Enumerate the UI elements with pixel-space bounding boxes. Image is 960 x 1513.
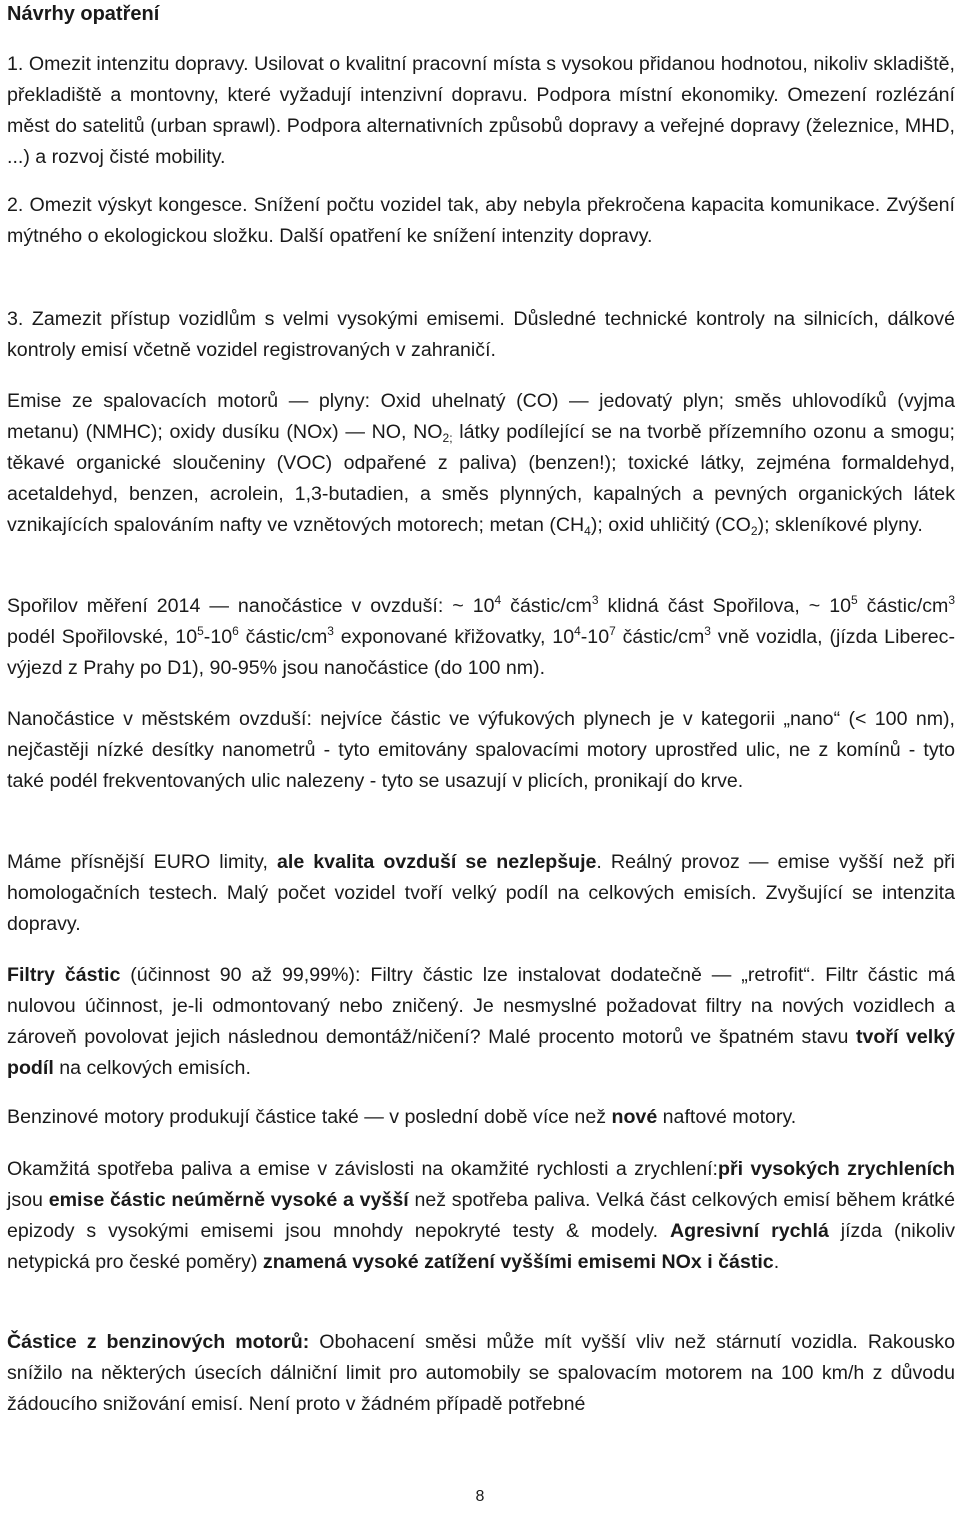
text-run: Spořilov měření 2014 — nanočástice v ovzduší: ~ 10 [7,595,495,617]
text-run: . Reálný provoz — emise vyšší než při homologačních testech. Malý počet vozidel tvoří velký podíl na celkových emisích. Zvyšující se intenzita dopravy. [7,851,955,935]
paragraph-text [7,591,955,684]
bold-run: emise částic neúměrně vysoké a vyšší [48,1189,409,1211]
bold-run: Částice z benzinových motorů: [7,1331,310,1353]
paragraph-text [7,386,955,541]
text-run: (účinnost 90 až 99,99%): Filtry částic lze instalovat dodatečně — „retrofit“. Filtr částic má nulovou účinnost, je-li odmontovaný nebo zničený. Je nesmyslné požadovat filtry na nových vozidlech a zároveň povolovat jejich následnou demontáž/ničení? Malé procento motorů ve špatném stavu [7,964,955,1048]
superscript: 6 [232,624,239,638]
bold-run: tvoří velký podíl [7,1026,955,1079]
text-run: částic/cm [238,626,328,648]
text-run: Obohacení směsi může mít vyšší vliv než stárnutí vozidla. Rakousko snížilo na některých úsecích dálniční limit pro automobily se spalovacím motorem na 100 km/h z důvodu žádoucího snižování emisí. Není proto v žádném případě potřebné [7,1331,955,1415]
paragraph-measure-2 [7,190,955,252]
text-run: Emise ze spalovacích motorů — plyny: Oxid uhelnatý (CO) — jedovatý plyn; směs uhlovodíků (vyjma metanu) (NMHC); oxidy dusíku (NOx) — NO, NO [7,390,955,443]
subscript: 2 [750,524,758,538]
text-run: Benzinové motory produkují částice také — v poslední době více než [7,1106,612,1128]
paragraph-euro-limits [7,847,955,940]
paragraph-text [7,960,955,1084]
text-run: klidná část Spořilova, ~ 10 [598,595,851,617]
text-run: látky podílející se na tvorbě přízemního ozonu a smogu; těkavé organické sloučeniny (VOC) odpařené z paliva) (benzen!); toxické látky, zejména formaldehyd, acetaldehyd, benzen, acrolein, 1,3-butadien, a směs plynných, kapalných a pevných organických látek vznikajících spalováním nafty ve vznětových motorech; metan (CH [7,421,955,536]
text-run: částic/cm [857,595,949,617]
bold-run: Filtry částic [7,964,121,986]
bold-run: ale kvalita ovzduší se nezlepšuje [276,851,597,873]
page-title: Návrhy opatření [7,3,160,25]
text-run: -10 [580,626,610,648]
paragraph-petrol-engines [7,1102,955,1133]
text-run: -10 [203,626,233,648]
superscript: 4 [574,624,581,638]
text-run: částic/cm [501,595,592,617]
paragraph-particle-filters [7,960,955,1084]
paragraph-text: 3. Zamezit přístup vozidlům s velmi vysokými emisemi. Důsledné technické kontroly na silnicích, dálkové kontroly emisí včetně vozidel registrovaných v zahraničí. [7,308,955,361]
bold-run: Agresivní rychlá [669,1220,829,1242]
paragraph-sporilov [7,591,955,684]
text-run: . [773,1251,780,1273]
superscript: 3 [591,593,599,607]
superscript: 5 [197,624,204,638]
text-run: částic/cm [615,626,705,648]
text-run: jsou [7,1189,49,1211]
paragraph-text [7,847,955,940]
text-run: podél Spořilovské, 10 [7,626,198,648]
subscript: 2; [442,431,453,445]
subscript: 4 [584,524,591,538]
bold-run: při vysokých zrychleních [718,1158,955,1180]
page-number: 8 [475,1488,485,1505]
text-run: naftové motory. [657,1106,797,1128]
bold-run: nové [611,1106,658,1128]
text-run: ); skleníkové plyny. [757,514,923,536]
text-run: na celkových emisích. [53,1057,251,1079]
paragraph-text [7,1327,955,1420]
paragraph-measure-1 [7,49,955,173]
text-run: než spotřeba paliva. Velká část celkových emisí během krátké epizody s vysokými emisemi jsou mnohdy nepokryté testy & modely. [7,1189,956,1242]
paragraph-text [7,1102,955,1133]
superscript: 4 [494,593,502,607]
paragraph-text: Nanočástice v městském ovzduší: nejvíce částic ve výfukových plynech je v kategorii „nano“ (< 100 nm), nejčastěji nízké desítky nanometrů - tyto emitovány spalovacími motory uprostřed ulic, ne z komínů - tyto také podél frekventovaných ulic nalezeny - tyto se usazují v plicích, pronikají do krve. [7,708,955,792]
superscript: 3 [948,593,956,607]
text-run: Máme přísnější EURO limity, [7,851,277,873]
text-run: jízda (nikoliv netypická pro české poměry) [7,1220,955,1273]
text-run: ); oxid uhličitý (CO [590,514,751,536]
superscript: 5 [851,593,858,607]
bold-run: znamená vysoké zatížení vyššími emisemi NOx i částic [262,1251,774,1273]
paragraph-fuel-consumption [7,1154,955,1278]
paragraph-emissions [7,386,955,541]
paragraph-petrol-particles [7,1327,955,1420]
paragraph-text [7,1154,955,1278]
superscript: 7 [609,624,616,638]
text-run: exponované křižovatky, 10 [333,626,575,648]
superscript: 3 [327,624,334,638]
paragraph-text: 1. Omezit intenzitu dopravy. Usilovat o kvalitní pracovní místa s vysokou přidanou hodnotou, nikoliv skladiště, překladiště a montovny, které vyžadují intenzivní dopravu. Podpora místní ekonomiky. Omezení rozlézání měst do satelitů (urban sprawl). Podpora alternativních způsobů dopravy a veřejné dopravy (železnice, MHD, ...) a rozvoj čisté mobility. [7,53,955,168]
superscript: 3 [704,624,711,638]
paragraph-text: 2. Omezit výskyt kongesce. Snížení počtu vozidel tak, aby nebyla překročena kapacita komunikace. Zvýšení mýtného o ekologickou složku. Další opatření ke snížení intenzity dopravy. [7,194,955,247]
paragraph-nanoparticles [7,704,955,797]
text-run: vně vozidla, (jízda Liberec-výjezd z Prahy po D1), 90-95% jsou nanočástice (do 100 nm). [7,626,955,679]
text-run: Okamžitá spotřeba paliva a emise v závislosti na okamžité rychlosti a zrychlení: [7,1158,718,1180]
paragraph-measure-3 [7,304,955,366]
